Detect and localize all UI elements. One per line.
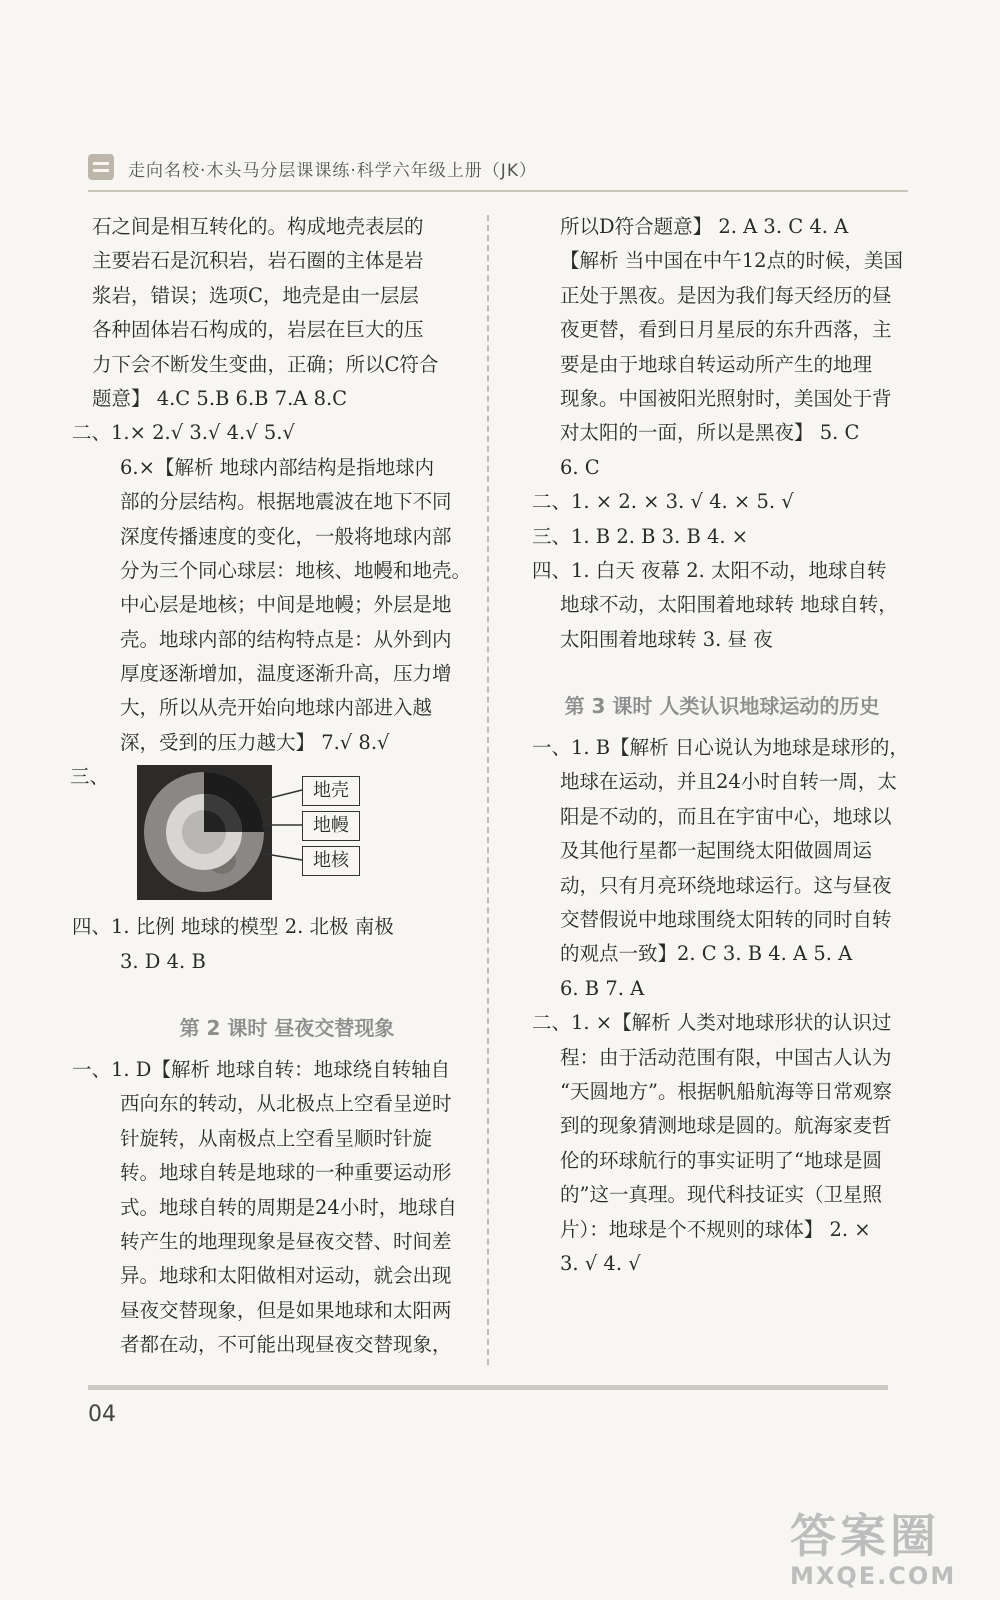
text-line: 正处于黑夜。是因为我们每天经历的昼 — [560, 283, 892, 307]
text-line: 对太阳的一面，所以是黑夜】 5. C — [560, 421, 860, 445]
watermark-logo-text: 答案圈 — [790, 1509, 940, 1563]
text-line: 交替假说中地球围绕太阳转的同时自转 — [560, 908, 892, 932]
text-line: 程：由于活动范围有限，中国古人认为 — [560, 1045, 892, 1069]
text-line: 深，受到的压力越大】 7.√ 8.√ — [120, 730, 390, 754]
answer-line: 四、1. 白天 夜幕 2. 太阳不动，地球自转 — [532, 558, 887, 582]
text-line: 西向东的转动，从北极点上空看呈逆时 — [120, 1092, 452, 1116]
text-line: 部的分层结构。根据地震波在地下不同 — [120, 490, 452, 514]
text-line: 式。地球自转的周期是24小时，地球自 — [120, 1195, 457, 1219]
text-line: 3. √ 4. √ — [560, 1251, 641, 1275]
text-line: 主要岩石是沉积岩，岩石圈的主体是岩 — [92, 249, 424, 273]
text-line: 要是由于地球自转运动所产生的地理 — [560, 352, 873, 376]
left-column — [70, 210, 482, 1363]
text-line: 转产生的地理现象是昼夜交替、时间差 — [120, 1229, 452, 1253]
text-line: 一、1. B【解析 日心说认为地球是球形的， — [532, 736, 909, 760]
answer-line: 太阳围着地球转 3. 昼 夜 — [560, 627, 773, 651]
text-line: 针旋转，从南极点上空看呈顺时针旋 — [120, 1126, 433, 1150]
text-line: 及其他行星都一起围绕太阳做圆周运 — [560, 839, 873, 863]
text-line: 【解析 当中国在中午12点的时候，美国 — [560, 249, 904, 273]
earth-structure-diagram — [70, 760, 482, 910]
text-line: 片）：地球是个不规则的球体】 2. × — [560, 1217, 871, 1241]
label-core: 地核 — [302, 846, 360, 876]
text-line: 转。地球自转是地球的一种重要运动形 — [120, 1161, 452, 1185]
answer-line: 地球不动，太阳围着地球转 地球自转， — [560, 593, 898, 617]
label-crust: 地壳 — [302, 776, 360, 806]
site-watermark — [790, 1500, 980, 1590]
header-title: 走向名校·木头马分层课课练·科学六年级上册（JK） — [128, 161, 537, 181]
lesson-2-heading: 第 2 课时 昼夜交替现象 — [179, 1016, 395, 1041]
text-line: 的”这一真理。现代科技证实（卫星照 — [560, 1183, 882, 1207]
text-line: 异。地球和太阳做相对运动，就会出现 — [120, 1264, 452, 1288]
answer-line: 二、1.× 2.√ 3.√ 4.√ 5.√ — [72, 421, 295, 445]
text-line: 壳。地球内部的结构特点是：从外到内 — [120, 627, 452, 651]
text-line: “天圆地方”。根据帆船航海等日常观察 — [560, 1079, 892, 1103]
text-line: 石之间是相互转化的。构成地壳表层的 — [92, 215, 424, 238]
text-line: 6.×【解析 地球内部结构是指地球内 — [120, 455, 435, 479]
text-line: 分为三个同心球层：地核、地幔和地壳。 — [120, 558, 472, 582]
text-line: 中心层是地核；中间是地幔；外层是地 — [120, 593, 452, 617]
text-line: 厚度逐渐增加，温度逐渐升高，压力增 — [120, 662, 452, 686]
answer-line: 3. D 4. B — [120, 949, 206, 973]
text-line: 动，只有月亮环绕地球运行。这与昼夜 — [560, 873, 892, 897]
text-line: 题意】 4.C 5.B 6.B 7.A 8.C — [92, 386, 348, 410]
answer-line: 三、1. B 2. B 3. B 4. × — [532, 524, 749, 548]
lesson-3-heading: 第 3 课时 人类认识地球运动的历史 — [564, 694, 880, 719]
text-line: 二、1. ×【解析 人类对地球形状的认识过 — [532, 1011, 892, 1035]
text-line: 地球在运动，并且24小时自转一周，太 — [560, 770, 897, 794]
section-label: 三、 — [70, 765, 110, 789]
answer-line: 四、1. 比例 地球的模型 2. 北极 南极 — [72, 915, 394, 939]
text-line: 伦的环球航行的事实证明了“地球是圆 — [560, 1148, 882, 1172]
text-line: 深度传播速度的变化，一般将地球内部 — [120, 524, 452, 548]
text-line: 夜更替，看到日月星辰的东升西落，主 — [560, 318, 892, 342]
text-line: 各种固体岩石构成的，岩层在巨大的压 — [92, 318, 424, 342]
answer-line: 二、1. × 2. × 3. √ 4. × 5. √ — [532, 490, 794, 514]
footer-divider — [88, 1385, 888, 1390]
text-line: 6. C — [560, 455, 600, 479]
text-line: 6. B 7. A — [560, 976, 645, 1000]
column-divider — [487, 215, 489, 1365]
text-line: 昼夜交替现象，但是如果地球和太阳两 — [120, 1298, 452, 1322]
label-mantle: 地幔 — [302, 811, 360, 841]
page-number: 04 — [88, 1402, 116, 1427]
text-line: 一、1. D【解析 地球自转：地球绕自转轴自 — [72, 1058, 451, 1082]
watermark-url: MXQE.COM — [790, 1562, 957, 1590]
text-line: 浆岩，错误；选项C，地壳是由一层层 — [92, 283, 419, 307]
text-line: 力下会不断发生变曲，正确；所以C符合 — [92, 352, 439, 376]
right-column — [532, 210, 912, 1281]
running-header — [88, 150, 908, 192]
text-line: 的观点一致】2. C 3. B 4. A 5. A — [560, 942, 853, 966]
text-line: 所以D符合题意】 2. A 3. C 4. A — [560, 215, 849, 238]
text-line: 者都在动，不可能出现昼夜交替现象， — [120, 1333, 452, 1357]
book-icon — [88, 154, 114, 180]
text-line: 现象。中国被阳光照射时，美国处于背 — [560, 386, 892, 410]
text-line: 大，所以从壳开始向地球内部进入越 — [120, 696, 433, 720]
text-line: 阳是不动的，而且在宇宙中心，地球以 — [560, 804, 892, 828]
earth-cutaway-image — [137, 765, 272, 900]
text-line: 到的现象猜测地球是圆的。航海家麦哲 — [560, 1114, 892, 1138]
